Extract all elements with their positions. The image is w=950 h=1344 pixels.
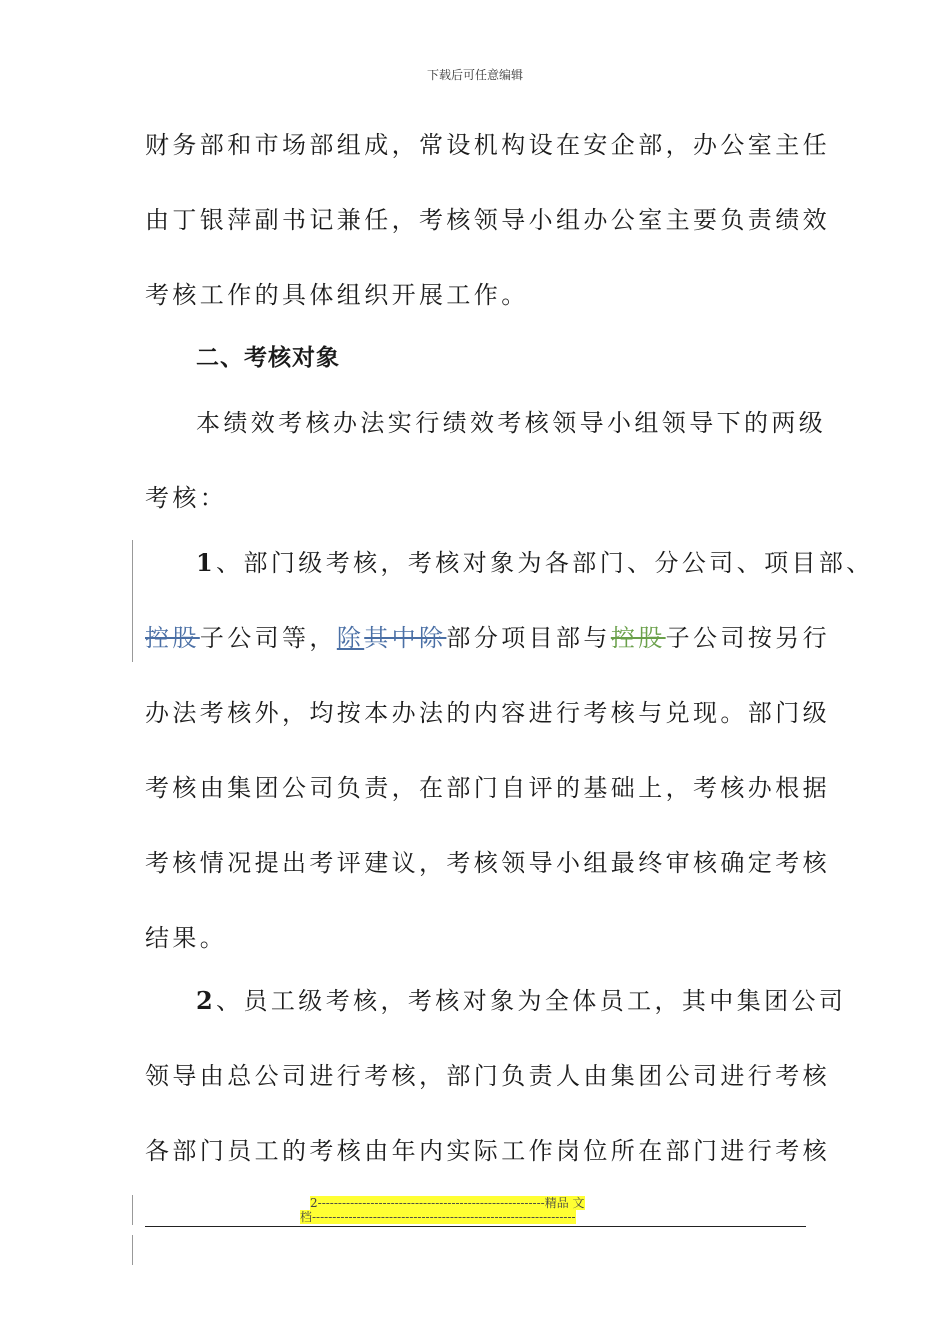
deleted-text-3: 控股 (610, 624, 666, 652)
inserted-text: 除 (336, 624, 365, 652)
item-1-text: 、部门级考核，考核对象为各部门、分公司、项目部、 (216, 549, 874, 577)
body-line-3: 考核工作的具体组织开展工作。 (145, 281, 529, 309)
body-line-2: 由丁银萍副书记兼任，考核领导小组办公室主要负责绩效 (145, 206, 830, 234)
page-header: 下载后可任意编辑 (426, 68, 523, 82)
footer-line-1: 2--------------------------------------------------------精品 文 (310, 1196, 585, 1210)
item-2-line (196, 986, 846, 1016)
revision-line (145, 623, 830, 653)
text-segment-c: 子公司按另行 (665, 624, 831, 652)
change-bar (132, 1235, 133, 1265)
item-1-number: 1 (196, 548, 217, 577)
footer-line-2: 档----------------------------------------------------------------- (300, 1210, 576, 1224)
deleted-text-1: 控股 (145, 624, 200, 652)
body-line-14: 领导由总公司进行考核，部门负责人由集团公司进行考核 (145, 1062, 830, 1090)
change-bar (132, 1195, 133, 1225)
item-1-line (196, 548, 874, 578)
section-heading: 二、考核对象 (196, 345, 340, 371)
body-line-1: 财务部和市场部组成，常设机构设在安企部，办公室主任 (145, 131, 830, 159)
page-footer (300, 1196, 650, 1224)
item-2-number: 2 (196, 986, 217, 1015)
text-segment-b: 部分项目部与 (446, 624, 611, 652)
text-segment-a: 子公司等， (199, 624, 337, 652)
change-bar (132, 540, 133, 662)
footer-rule (145, 1226, 806, 1227)
body-line-11: 考核情况提出考评建议，考核领导小组最终审核确定考核 (145, 849, 830, 877)
body-line-5: 本绩效考核办法实行绩效考核领导小组领导下的两级 (196, 409, 827, 437)
body-line-15: 各部门员工的考核由年内实际工作岗位所在部门进行考核 (145, 1137, 830, 1165)
item-2-text: 、员工级考核，考核对象为全体员工，其中集团公司 (216, 987, 847, 1015)
deleted-text-2: 其中除 (364, 624, 447, 652)
body-line-12: 结果。 (145, 924, 228, 952)
body-line-9: 办法考核外，均按本办法的内容进行考核与兑现。部门级 (145, 699, 830, 727)
body-line-6: 考核： (145, 484, 228, 512)
body-line-10: 考核由集团公司负责，在部门自评的基础上，考核办根据 (145, 774, 830, 802)
